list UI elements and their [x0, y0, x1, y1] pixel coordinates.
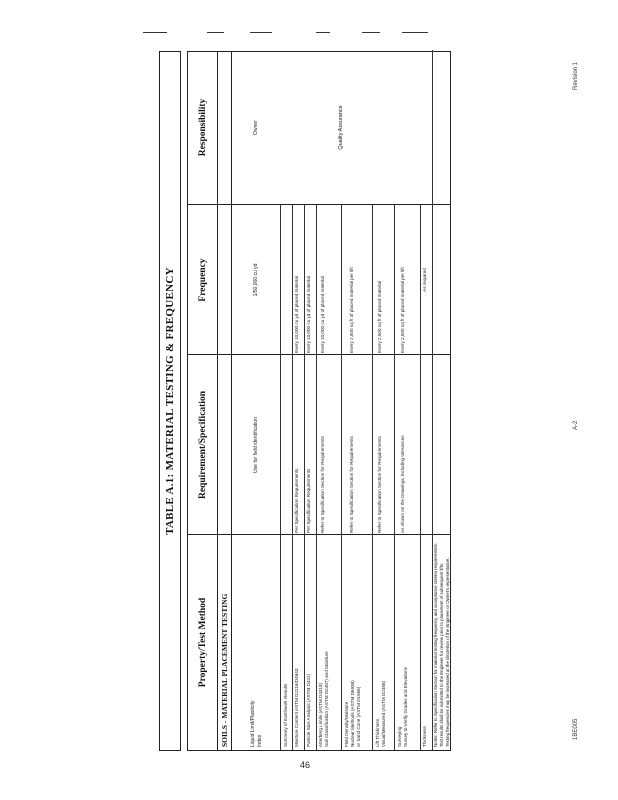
row-divider	[341, 205, 342, 750]
cell-line: Nuclear Methods (ASTM D6938)	[350, 680, 355, 747]
cell-requirement: Use for field identification	[253, 417, 259, 473]
cell-requirement: Refer to Specification Section for Requirements	[349, 436, 354, 533]
material-testing-table	[187, 51, 451, 751]
table-row	[397, 52, 417, 750]
cell-line: Lift Thickness	[375, 719, 380, 747]
cell-frequency: 1/50,000 cu yd	[253, 263, 259, 297]
table-notes	[433, 53, 450, 747]
cell-frequency: Every 2,500 sq ft of placed material per lift	[349, 267, 354, 353]
rotated-table-area	[159, 49, 459, 751]
cell-frequency: As required	[422, 268, 427, 292]
cell-property	[375, 537, 387, 747]
row-divider	[292, 205, 293, 750]
cell-frequency: Every 10,000 cu yd of placed material	[320, 276, 325, 353]
page-number: 46	[300, 760, 311, 770]
cell-frequency: Every 2,500 sq ft of placed material per lift	[400, 267, 405, 353]
cell-property	[397, 537, 409, 747]
table-row	[344, 52, 370, 750]
cell-requirement: Per Specification Requirements	[294, 468, 299, 533]
note-line: Testing frequencies may be increased at the discretion of the Engineer or Owner's representative.	[444, 557, 450, 747]
row-divider	[372, 205, 373, 750]
cell-line: Survey to Verify Grades and Elevations	[403, 667, 408, 747]
cell-frequency: Every 2,500 sq ft of placed material	[377, 280, 382, 353]
header-frequency: Frequency	[198, 258, 208, 302]
cell-line: or Sand Cone (ASTM D1556)	[356, 686, 361, 747]
header-property: Property/Test Method	[198, 597, 208, 688]
cell-property	[318, 537, 330, 747]
table-row	[318, 52, 338, 750]
note-line: Notes: Refer to Specification Section for material testing frequency and acceptance criteria requirements.	[433, 542, 438, 747]
cell-requirement: Per Specification Requirements	[306, 468, 311, 533]
cell-line: Index	[256, 734, 263, 747]
cell-responsibility: Owner	[253, 120, 259, 135]
cell-line: Moisture Content	[294, 712, 299, 747]
table-row	[422, 52, 432, 750]
cell-line: Soil Classification (ASTM D2487) and Moisture	[324, 651, 329, 747]
cell-line: Visual/Measured (ASTM D2488)	[381, 680, 386, 747]
cell-property: Summary of Earthwork Results	[283, 683, 288, 747]
cell-line: Liquid Limit/Plasticity	[250, 700, 256, 747]
note-line: Test results shall be submitted to the Engineer for review prior to placement of subsequent lifts.	[438, 562, 444, 747]
cell-line: Field Density/Moisture	[344, 701, 349, 747]
table-header-row	[188, 52, 218, 750]
cell-line: Atterberg Limits (ASTM D4318)	[318, 682, 323, 747]
cell-requirement: Refer to Specification Section for Requirements	[320, 436, 325, 533]
cell-line: ASTM D2216/D4643	[294, 668, 299, 711]
cell-requirement: Refer to Specification Section for Requirements	[377, 436, 382, 533]
table-row	[375, 52, 393, 750]
cell-responsibility-qa: Quality Assurance	[338, 105, 344, 150]
header-requirement: Requirement/Specification	[198, 391, 208, 500]
row-divider	[280, 205, 281, 750]
cell-line: Surveying	[397, 726, 402, 747]
table-row	[238, 52, 280, 750]
cell-property	[294, 537, 300, 747]
row-divider	[304, 205, 305, 750]
table-row	[306, 52, 316, 750]
section-heading: SOILS - MATERIAL PLACEMENT TESTING	[218, 52, 232, 750]
table-row	[294, 52, 304, 750]
cell-property: Thickness	[422, 726, 427, 747]
table-title: TABLE A.1: MATERIAL TESTING & FREQUENCY	[159, 51, 181, 751]
row-divider	[394, 205, 395, 750]
cell-frequency: Every 10,000 cu yd of placed material	[306, 276, 311, 353]
cell-property	[250, 537, 263, 747]
footer-left: 1BE005	[573, 718, 579, 740]
row-divider	[316, 205, 317, 750]
cell-property	[344, 537, 362, 747]
cell-frequency: Every 10,000 cu yd of placed material	[294, 276, 299, 353]
header-responsibility: Responsibility	[198, 98, 208, 157]
cell-property: Particle Size Analysis (ASTM D422)	[306, 673, 311, 747]
cell-requirement: As shown on the Drawings, including tolerances	[400, 435, 405, 533]
footer-center: A-2	[573, 420, 579, 430]
footer-right: Revision 1	[573, 61, 579, 90]
row-divider	[420, 205, 421, 750]
